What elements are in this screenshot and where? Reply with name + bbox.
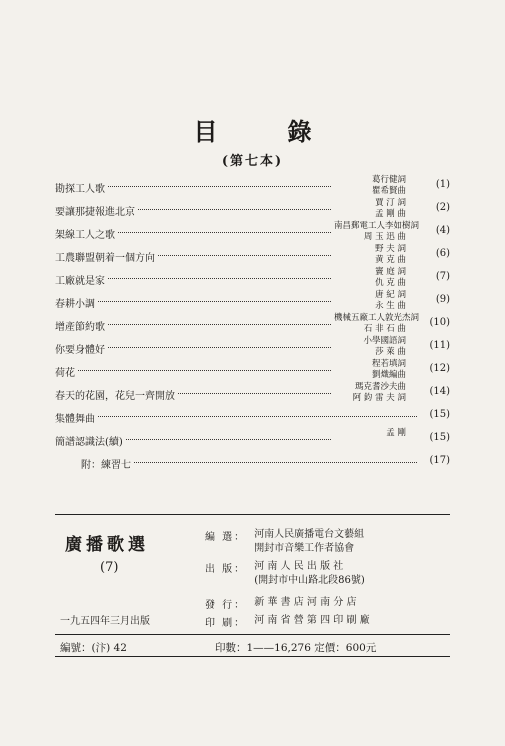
toc-entry-title: 你要身體好 — [55, 345, 105, 356]
toc-entry-credits — [334, 336, 406, 358]
toc-entry — [55, 175, 450, 198]
credit-line: 孟 剛 曲 — [375, 209, 406, 219]
toc-page-number: (11) — [429, 340, 450, 351]
toc-entry — [55, 290, 450, 313]
dot-leader — [118, 232, 331, 233]
printer-label: 印 刷： — [205, 618, 247, 629]
toc-entry-credits — [334, 198, 406, 220]
toc-page-number: (7) — [435, 271, 450, 282]
dot-leader — [98, 301, 331, 302]
toc-entry-title: 集體舞曲 — [55, 414, 95, 425]
dot-leader — [108, 347, 331, 348]
toc-entry-title: 春天的花園，花兒一齊開放 — [55, 391, 175, 402]
toc-entry — [55, 313, 450, 336]
dot-leader — [108, 186, 331, 187]
toc-page-number: (4) — [435, 225, 450, 236]
credit-line: 劉熾編曲 — [371, 370, 406, 380]
toc-entry-title: 工廠就是家 — [55, 276, 105, 287]
toc-entry-title: 工農聯盟朝着一個方向 — [55, 253, 155, 264]
toc-entry-credits — [334, 290, 406, 312]
toc-entry-title: 增產節約歌 — [55, 322, 105, 333]
credit-line: 莎 萊 曲 — [375, 347, 406, 357]
toc-entry-credits — [334, 175, 406, 197]
toc-page-number: (15) — [429, 432, 450, 443]
toc-entry-credits — [334, 244, 406, 266]
dot-leader — [126, 439, 331, 440]
toc-entry-title: 春耕小調 — [55, 299, 95, 310]
toc-entry — [55, 336, 450, 359]
toc-entry — [55, 382, 450, 405]
toc-entry-credits — [334, 359, 406, 381]
distributor-label: 發 行： — [205, 600, 247, 611]
credit-line: 阿 鈞 雷 夫 詞 — [352, 393, 406, 403]
toc-page-number: (2) — [435, 202, 450, 213]
credit-line: 程若填詞 — [371, 359, 406, 369]
credit-line: 瑪克耆沙夫曲 — [354, 382, 406, 392]
credit-line: 永 生 曲 — [375, 301, 406, 311]
distributor-row — [205, 596, 356, 611]
publisher-line: 河 南 人 民 出 版 社 — [254, 561, 344, 572]
credit-line: 小學國語詞 — [363, 336, 406, 346]
toc-page-number: (14) — [429, 386, 450, 397]
credit-line: 瞿希賢曲 — [371, 186, 406, 196]
toc-entry-credits — [334, 382, 406, 404]
toc-entry-title: 簡譜認識法(續) — [55, 437, 123, 448]
credit-line: 黄 克 曲 — [375, 255, 406, 265]
toc-entry — [55, 267, 450, 290]
toc-entry — [55, 244, 450, 267]
publication-title: 廣播歌選 — [65, 535, 149, 555]
printer-value: 河 南 省 營 第 四 印 刷 廠 — [254, 615, 370, 626]
credit-line: 唐 紀 詞 — [375, 290, 406, 300]
toc-entry-credits — [334, 221, 420, 243]
publication-info — [55, 522, 450, 632]
toc-entry-title: 架線工人之歌 — [55, 230, 115, 241]
toc-page-number: (15) — [429, 409, 450, 420]
toc-page-number: (9) — [435, 294, 450, 305]
distributor-value: 新 華 書 店 河 南 分 店 — [254, 597, 357, 608]
dot-leader — [138, 209, 331, 210]
publisher-line: (開封市中山路北段86號) — [254, 575, 365, 586]
toc-entry-title: 附：練習七 — [81, 460, 131, 471]
publication-date: 一九五四年三月出版 — [60, 616, 150, 627]
dot-leader — [178, 393, 331, 394]
publisher-label: 出 版： — [205, 564, 247, 575]
volume-label: (第七本) — [221, 154, 284, 169]
table-of-contents — [55, 175, 450, 474]
toc-entry — [55, 451, 450, 474]
editor-row — [205, 528, 364, 556]
toc-entry-title: 勘探工人歌 — [55, 184, 105, 195]
credit-line: 石 非 石 曲 — [363, 324, 406, 334]
toc-entry — [55, 198, 450, 221]
dot-leader — [98, 416, 417, 417]
credit-line: 野 夫 詞 — [375, 244, 406, 254]
dot-leader — [158, 255, 331, 256]
dot-leader — [134, 462, 417, 463]
editor-line: 開封市音樂工作者協會 — [254, 543, 355, 554]
book-number: 編號：(汴) 42 — [60, 642, 127, 654]
toc-entry-title: 要讓那捷報進北京 — [55, 207, 135, 218]
toc-entry — [55, 405, 450, 428]
credit-line: 葛行健詞 — [371, 175, 406, 185]
credit-line: 賈 汀 詞 — [375, 198, 406, 208]
editor-label: 編 選： — [205, 532, 247, 543]
top-divider — [55, 514, 450, 515]
credit-line: 南昌郵電工人李如樹詞 — [334, 221, 420, 231]
toc-entry — [55, 221, 450, 244]
toc-page-number: (17) — [429, 455, 450, 466]
credit-line: 周 玉 迅 曲 — [363, 232, 406, 242]
print-info: 印數：1——16,276 定價：600元 — [215, 642, 377, 654]
page-title: 目錄 — [193, 117, 382, 146]
dot-leader — [78, 370, 331, 371]
credit-line: 機械五廠工人敦光杰詞 — [334, 313, 420, 323]
toc-entry-credits — [334, 267, 406, 289]
toc-entry — [55, 359, 450, 382]
bottom-divider — [55, 634, 450, 635]
toc-page-number: (1) — [435, 179, 450, 190]
credit-line: 竇 庭 詞 — [375, 267, 406, 277]
toc-entry — [55, 428, 450, 451]
publication-volume: (7) — [100, 560, 119, 575]
toc-page-number: (10) — [429, 317, 450, 328]
toc-entry-title: 荷花 — [55, 368, 75, 379]
dot-leader — [108, 324, 331, 325]
footer-divider — [55, 656, 450, 657]
credit-line: 孟 剛 — [386, 428, 406, 438]
publisher-row — [205, 560, 365, 588]
credit-line: 仇 克 曲 — [375, 278, 406, 288]
printer-row — [205, 614, 370, 629]
editor-line: 河南人民廣播電台文藝組 — [254, 529, 365, 540]
toc-page-number: (6) — [435, 248, 450, 259]
dot-leader — [108, 278, 331, 279]
toc-page-number: (12) — [429, 363, 450, 374]
toc-entry-credits — [334, 313, 420, 335]
toc-entry-credits — [334, 428, 406, 439]
